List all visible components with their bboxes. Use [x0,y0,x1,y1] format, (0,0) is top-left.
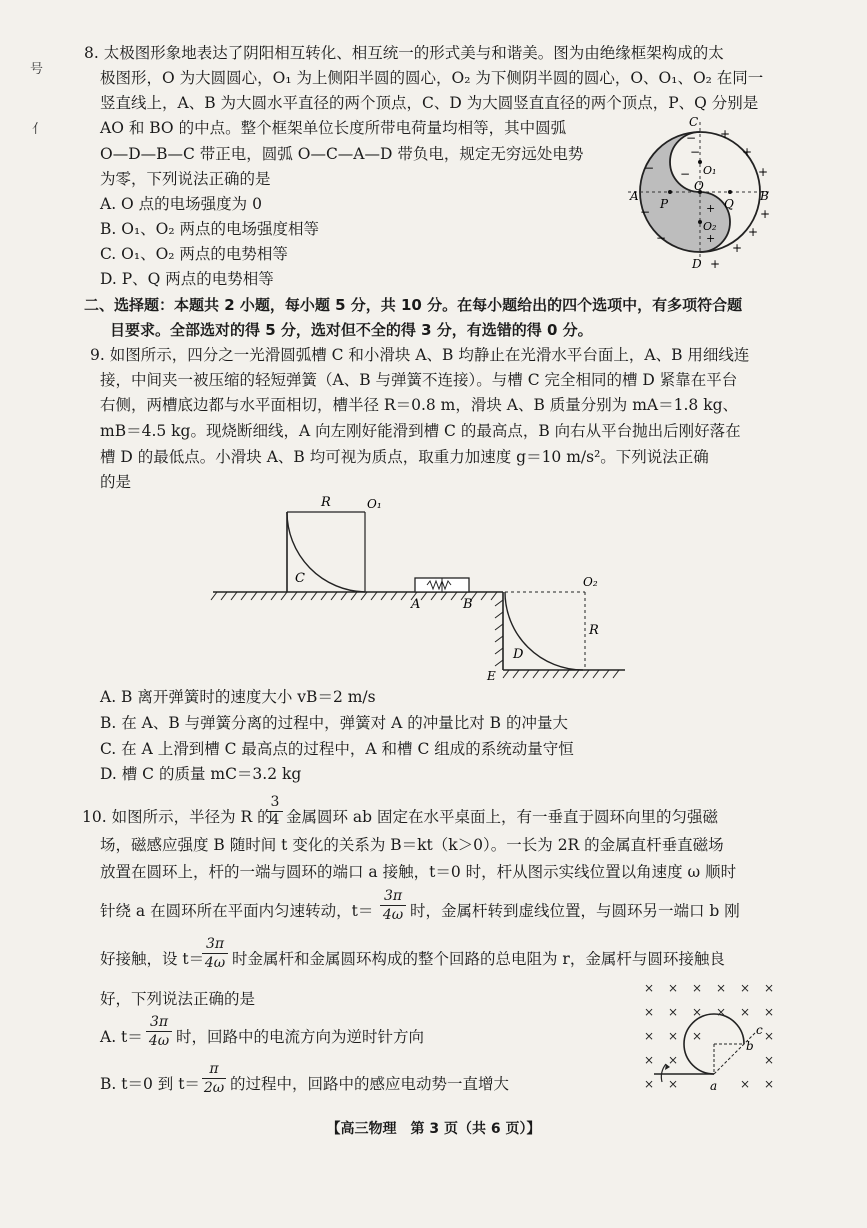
q9-line-2: 接，中间夹一被压缩的轻短弹簧（A、B 与弹簧不连接）。与槽 C 完全相同的槽 D 紧靠在平台 [100,371,738,389]
svg-text:×: × [740,981,751,995]
q10-line-5b: 时金属杆和金属圆环构成的整个回路的总电阻为 r，金属杆与圆环接触良 [232,950,725,968]
svg-text:+: + [760,207,771,221]
q9-label-o2: O₂ [583,575,598,589]
q9-label-b: B [463,597,473,612]
taiji-label-d: D [692,257,702,271]
svg-text:+: + [706,232,716,245]
q8-line-1: 8. 太极图形象地表达了阴阳相互转化、相互统一的形式美与和谐美。图为由绝缘框架构成的太 [84,44,724,62]
q10-option-b-fraction: π 2ω [203,1061,225,1096]
svg-text:×: × [764,981,775,995]
q9-option-a: A. B 离开弹簧时的速度大小 vB＝2 m/s [100,688,376,706]
margin-mark-2: 亻 [32,122,46,137]
svg-text:×: × [692,981,703,995]
q9-label-o1: O₁ [367,497,382,511]
q9-line-5: 槽 D 的最低点。小滑块 A、B 均可视为质点，取重力加速度 g＝10 m/s²。下列说法正确 [100,448,709,466]
q10-frac-three-quarters: 3 4 [267,794,283,829]
q9-label-a: A [411,597,421,612]
page-footer: 【高三物理 第 3 页（共 6 页）】 [326,1121,541,1137]
q9-line-3: 右侧，两槽底边都与水平面相切，槽半径 R＝0.8 m，滑块 A、B 质量分别为 mA＝1.8 kg、 [100,396,739,414]
q8-option-d: D. P、Q 两点的电势相等 [100,270,274,288]
svg-text:×: × [764,1005,775,1019]
q9-label-d: D [513,647,524,662]
q9-line-6: 的是 [100,473,132,491]
svg-text:×: × [764,1053,775,1067]
svg-text:−: − [680,167,691,181]
taiji-label-o1: O₁ [703,164,717,177]
q8-option-c: C. O₁、O₂ 两点的电势相等 [100,245,288,263]
q10-option-b-pre: B. t＝0 到 t＝ [100,1075,200,1093]
q10-line-4b: 时，金属杆转到虚线位置，与圆环另一端口 b 刚 [410,902,740,920]
svg-text:×: × [716,1005,727,1019]
q8-line-5: O—D—B—C 带正电，圆弧 O—C—A—D 带负电，规定无穷远处电势 [100,145,584,163]
section2-line-1: 二、选择题：本题共 2 小题，每小题 5 分，共 10 分。在每小题给出的四个选项中，有多项符合题 [84,296,743,314]
q10-figure [640,978,790,1098]
q9-label-r1: R [321,495,331,510]
q10-label-c: c [756,1023,763,1037]
svg-text:×: × [668,1077,679,1091]
q10-option-a-fraction: 3π 4ω [146,1013,172,1050]
q9-label-r2: R [589,623,599,638]
svg-text:+: + [710,257,721,271]
svg-text:×: × [716,981,727,995]
q8-line-4: AO 和 BO 的中点。整个框架单位长度所带电荷量均相等，其中圆弧 [100,119,567,137]
svg-text:−: − [644,161,655,175]
q9-option-c: C. 在 A 上滑到槽 C 最高点的过程中，A 和槽 C 组成的系统动量守恒 [100,740,574,758]
svg-text:−: − [640,205,651,219]
svg-text:+: + [748,225,759,239]
q10-line-6: 好，下列说法正确的是 [100,990,256,1008]
taiji-label-a: A [630,189,639,203]
q10-label-a: a [710,1079,718,1093]
q9-figure [205,492,635,684]
svg-text:+: + [758,165,769,179]
blocks-ab [410,578,473,612]
svg-text:−: − [686,131,697,145]
q10-option-a-pre: A. t＝ [100,1028,143,1046]
q10-frac-t-value-2: 3π 4ω [202,935,228,972]
q9-line-1: 9. 如图所示，四分之一光滑圆弧槽 C 和小滑块 A、B 均静止在光滑水平台面上，A、B 用细线连 [90,346,750,364]
svg-text:+: + [720,127,731,141]
q9-label-e: E [487,669,496,683]
q9-option-d: D. 槽 C 的质量 mC＝3.2 kg [100,765,302,783]
svg-text:×: × [692,1005,703,1019]
q9-line-4: mB＝4.5 kg。现烧断细线，A 向左刚好能滑到槽 C 的最高点，B 向右从平台抛出后刚好落在 [100,422,741,440]
svg-text:×: × [740,1005,751,1019]
svg-text:×: × [692,1029,703,1043]
svg-text:×: × [668,981,679,995]
taiji-label-o2: O₂ [703,220,717,233]
q8-line-2: 极图形，O 为大圆圆心，O₁ 为上侧阳半圆的圆心，O₂ 为下侧阴半圆的圆心，O、O₁、O₂ 在同一 [100,69,764,87]
q9-option-b: B. 在 A、B 与弹簧分离的过程中，弹簧对 A 的冲量比对 B 的冲量大 [100,714,568,732]
q8-line-3: 竖直线上，A、B 为大圆水平直径的两个顶点，C、D 为大圆竖直直径的两个顶点，P、Q 分别是 [100,94,759,112]
section2-line-2: 目要求。全部选对的得 5 分，选对但不全的得 3 分，有选错的得 0 分。 [110,321,593,339]
taiji-figure [620,112,780,272]
svg-text:×: × [644,1005,655,1019]
q8-option-b: B. O₁、O₂ 两点的电场强度相等 [100,220,320,238]
taiji-label-p: P [660,197,669,211]
svg-text:−: − [690,145,701,159]
q10-label-b: b [746,1039,754,1053]
taiji-label-b: B [760,189,769,203]
q10-line-4a: 针绕 a 在圆环所在平面内匀速转动，t＝ [100,902,374,920]
q10-line-2: 场，磁感应强度 B 随时间 t 变化的关系为 B＝kt（k＞0）。一长为 2R 的金属直杆垂直磁场 [100,836,724,854]
svg-text:+: + [732,241,743,255]
q10-line-3: 放置在圆环上，杆的一端与圆环的端口 a 接触，t＝0 时，杆从图示实线位置以角速度 ω 顺时 [100,863,737,881]
svg-text:×: × [740,1077,751,1091]
q9-label-c: C [295,571,305,586]
margin-mark-1: 号 [30,62,44,77]
svg-text:×: × [764,1029,775,1043]
svg-text:×: × [668,1005,679,1019]
q10-option-b-post: 的过程中，回路中的感应电动势一直增大 [230,1075,510,1093]
svg-text:×: × [644,1029,655,1043]
q10-line-1b: 金属圆环 ab 固定在水平桌面上，有一垂直于圆环向里的匀强磁 [286,808,719,826]
q10-option-a-post: 时，回路中的电流方向为逆时针方向 [176,1028,425,1046]
svg-text:×: × [644,1077,655,1091]
taiji-label-c: C [689,115,699,129]
svg-text:+: + [706,202,716,215]
svg-text:×: × [668,1029,679,1043]
q10-line-1a: 10. 如图所示，半径为 R 的 [82,808,273,826]
svg-text:×: × [764,1077,775,1091]
taiji-label-o: O [694,179,704,193]
q8-line-6: 为零，下列说法正确的是 [100,170,271,188]
q8-option-a: A. O 点的电场强度为 0 [100,195,262,213]
q10-frac-t-value: 3π 4ω [380,887,406,924]
svg-text:×: × [644,1053,655,1067]
svg-text:×: × [644,981,655,995]
svg-text:−: − [656,231,667,245]
svg-text:+: + [742,145,753,159]
q10-line-5a: 好接触，设 t＝ [100,950,205,968]
groove-c [287,495,382,592]
svg-text:×: × [668,1053,679,1067]
taiji-label-q: Q [724,197,734,211]
